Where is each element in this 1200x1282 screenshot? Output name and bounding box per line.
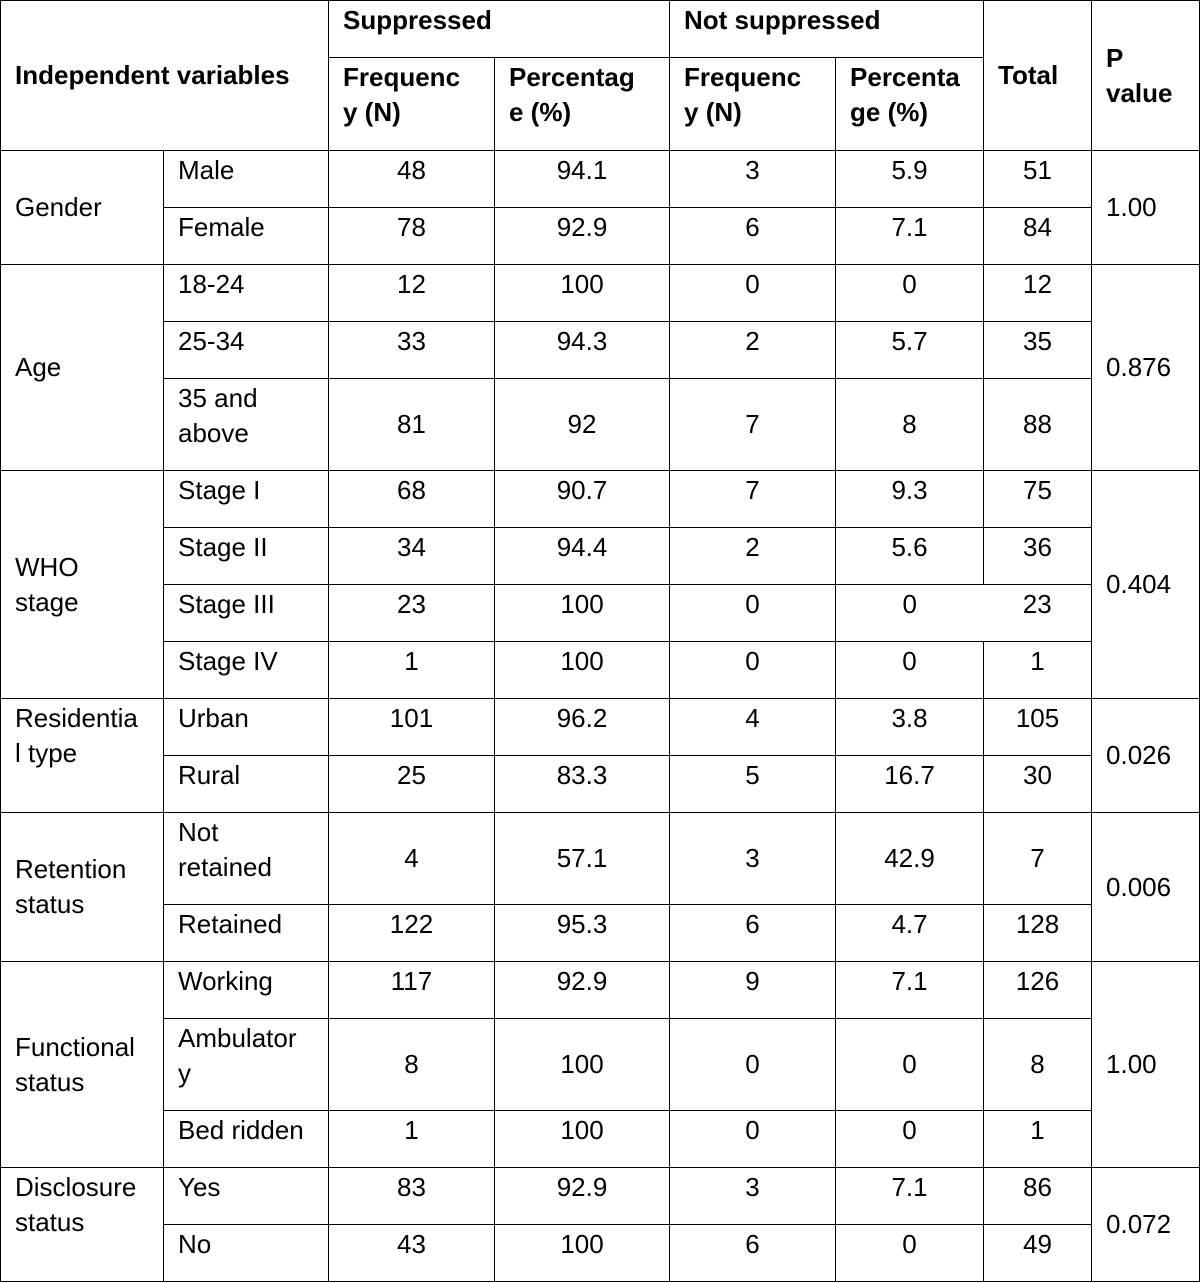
suppressed-percentage: 100 — [495, 265, 670, 322]
not-suppressed-percentage: 0 — [836, 1111, 984, 1168]
total-value: 30 — [984, 756, 1092, 813]
not-suppressed-percentage: 42.9 — [836, 813, 984, 905]
not-suppressed-percentage: 5.6 — [836, 528, 984, 585]
suppressed-frequency: 122 — [329, 905, 495, 962]
table-row — [1, 962, 1200, 1019]
group-label-gender: Gender — [1, 151, 164, 265]
suppressed-percentage: 100 — [495, 1019, 670, 1111]
not-suppressed-frequency: 5 — [670, 756, 836, 813]
not-suppressed-percentage: 0 — [836, 1019, 984, 1111]
total-value: 35 — [984, 322, 1092, 379]
not-suppressed-frequency: 4 — [670, 699, 836, 756]
row-label: Yes — [164, 1168, 329, 1225]
not-suppressed-percentage: 8 — [836, 379, 984, 471]
not-suppressed-frequency: 3 — [670, 1168, 836, 1225]
not-suppressed-frequency: 2 — [670, 322, 836, 379]
total-value: 7 — [984, 813, 1092, 905]
row-label: Rural — [164, 756, 329, 813]
header-suppressed-percentage: Percentag e (%) — [495, 58, 670, 151]
table-row — [1, 1168, 1200, 1225]
suppressed-percentage: 92.9 — [495, 962, 670, 1019]
suppressed-frequency: 23 — [329, 585, 495, 642]
suppressed-percentage: 100 — [495, 1111, 670, 1168]
suppressed-frequency: 101 — [329, 699, 495, 756]
table-row — [1, 151, 1200, 208]
not-suppressed-frequency: 6 — [670, 905, 836, 962]
not-suppressed-frequency: 0 — [670, 265, 836, 322]
row-label: Stage II — [164, 528, 329, 585]
not-suppressed-percentage: 0 — [836, 585, 984, 642]
p-value-gender: 1.00 — [1092, 151, 1200, 265]
table-row — [1, 1225, 1200, 1282]
not-suppressed-percentage: 0 — [836, 642, 984, 699]
total-value: 86 — [984, 1168, 1092, 1225]
suppressed-frequency: 1 — [329, 642, 495, 699]
suppressed-percentage: 100 — [495, 1225, 670, 1282]
suppressed-percentage: 90.7 — [495, 471, 670, 528]
suppressed-frequency: 81 — [329, 379, 495, 471]
not-suppressed-frequency: 7 — [670, 471, 836, 528]
suppressed-frequency: 83 — [329, 1168, 495, 1225]
row-label: 35 and above — [164, 379, 329, 471]
header-not-suppressed-percentage: Percenta ge (%) — [836, 58, 984, 151]
group-label-disclosure-status: Disclosure status — [1, 1168, 164, 1282]
not-suppressed-percentage: 7.1 — [836, 1168, 984, 1225]
not-suppressed-frequency: 9 — [670, 962, 836, 1019]
suppressed-frequency: 43 — [329, 1225, 495, 1282]
table-row — [1, 1019, 1200, 1111]
p-value-retention-status: 0.006 — [1092, 813, 1200, 962]
suppressed-frequency: 68 — [329, 471, 495, 528]
not-suppressed-percentage: 4.7 — [836, 905, 984, 962]
not-suppressed-percentage: 0 — [836, 265, 984, 322]
total-value: 84 — [984, 208, 1092, 265]
table-row — [1, 322, 1200, 379]
suppressed-frequency: 12 — [329, 265, 495, 322]
table-row — [1, 471, 1200, 528]
row-label: Not retained — [164, 813, 329, 905]
suppressed-percentage: 100 — [495, 585, 670, 642]
suppressed-frequency: 25 — [329, 756, 495, 813]
table-row — [1, 699, 1200, 756]
header-suppressed: Suppressed — [329, 1, 670, 58]
suppressed-percentage: 83.3 — [495, 756, 670, 813]
row-label: Stage III — [164, 585, 329, 642]
suppressed-percentage: 92 — [495, 379, 670, 471]
group-label-age: Age — [1, 265, 164, 471]
total-value: 51 — [984, 151, 1092, 208]
table-row — [1, 208, 1200, 265]
p-value-residential-type: 0.026 — [1092, 699, 1200, 813]
not-suppressed-frequency: 6 — [670, 1225, 836, 1282]
header-independent-variables: Independent variables — [1, 1, 329, 151]
total-value: 8 — [984, 1019, 1092, 1111]
table-row — [1, 642, 1200, 699]
suppressed-frequency: 34 — [329, 528, 495, 585]
total-value: 12 — [984, 265, 1092, 322]
row-label: Bed ridden — [164, 1111, 329, 1168]
not-suppressed-frequency: 3 — [670, 151, 836, 208]
not-suppressed-percentage: 3.8 — [836, 699, 984, 756]
total-value: 23 — [984, 585, 1092, 642]
row-label: Retained — [164, 905, 329, 962]
suppressed-frequency: 78 — [329, 208, 495, 265]
table-row — [1, 265, 1200, 322]
header-suppressed-frequency: Frequenc y (N) — [329, 58, 495, 151]
suppressed-percentage: 95.3 — [495, 905, 670, 962]
row-label: Stage I — [164, 471, 329, 528]
table-row — [1, 379, 1200, 471]
row-label: No — [164, 1225, 329, 1282]
row-label: Stage IV — [164, 642, 329, 699]
suppressed-frequency: 4 — [329, 813, 495, 905]
header-not-suppressed-frequency: Frequenc y (N) — [670, 58, 836, 151]
suppressed-frequency: 8 — [329, 1019, 495, 1111]
suppressed-percentage: 94.1 — [495, 151, 670, 208]
p-value-age: 0.876 — [1092, 265, 1200, 471]
p-value-who-stage: 0.404 — [1092, 471, 1200, 699]
suppressed-percentage: 57.1 — [495, 813, 670, 905]
not-suppressed-percentage: 0 — [836, 1225, 984, 1282]
not-suppressed-frequency: 0 — [670, 1111, 836, 1168]
not-suppressed-frequency: 0 — [670, 585, 836, 642]
total-value: 49 — [984, 1225, 1092, 1282]
table-row — [1, 1111, 1200, 1168]
suppressed-percentage: 100 — [495, 642, 670, 699]
total-value: 88 — [984, 379, 1092, 471]
not-suppressed-percentage: 5.7 — [836, 322, 984, 379]
not-suppressed-percentage: 7.1 — [836, 208, 984, 265]
total-value: 36 — [984, 528, 1092, 585]
suppressed-frequency: 1 — [329, 1111, 495, 1168]
row-label: 25-34 — [164, 322, 329, 379]
header-total: Total — [984, 1, 1092, 151]
suppressed-frequency: 117 — [329, 962, 495, 1019]
row-label: Working — [164, 962, 329, 1019]
group-label-who-stage: WHO stage — [1, 471, 164, 699]
table-row — [1, 528, 1200, 585]
not-suppressed-frequency: 6 — [670, 208, 836, 265]
not-suppressed-frequency: 0 — [670, 1019, 836, 1111]
not-suppressed-percentage: 5.9 — [836, 151, 984, 208]
table-row — [1, 905, 1200, 962]
suppressed-percentage: 94.4 — [495, 528, 670, 585]
suppressed-percentage: 92.9 — [495, 208, 670, 265]
suppressed-percentage: 96.2 — [495, 699, 670, 756]
row-label: Ambulator y — [164, 1019, 329, 1111]
not-suppressed-percentage: 16.7 — [836, 756, 984, 813]
suppressed-percentage: 92.9 — [495, 1168, 670, 1225]
not-suppressed-percentage: 9.3 — [836, 471, 984, 528]
header-p-value: P value — [1092, 1, 1200, 151]
table-row — [1, 756, 1200, 813]
total-value: 1 — [984, 1111, 1092, 1168]
group-label-residential-type: Residentia l type — [1, 699, 164, 813]
table-row — [1, 813, 1200, 905]
total-value: 126 — [984, 962, 1092, 1019]
p-value-disclosure-status: 0.072 — [1092, 1168, 1200, 1282]
total-value: 105 — [984, 699, 1092, 756]
not-suppressed-frequency: 2 — [670, 528, 836, 585]
total-value: 1 — [984, 642, 1092, 699]
suppressed-frequency: 33 — [329, 322, 495, 379]
row-label: Male — [164, 151, 329, 208]
total-value: 75 — [984, 471, 1092, 528]
group-label-functional-status: Functional status — [1, 962, 164, 1168]
not-suppressed-frequency: 7 — [670, 379, 836, 471]
p-value-functional-status: 1.00 — [1092, 962, 1200, 1168]
suppressed-percentage: 94.3 — [495, 322, 670, 379]
not-suppressed-percentage: 7.1 — [836, 962, 984, 1019]
not-suppressed-frequency: 3 — [670, 813, 836, 905]
suppressed-frequency: 48 — [329, 151, 495, 208]
header-not-suppressed: Not suppressed — [670, 1, 984, 58]
row-label: 18-24 — [164, 265, 329, 322]
total-value: 128 — [984, 905, 1092, 962]
row-label: Urban — [164, 699, 329, 756]
group-label-retention-status: Retention status — [1, 813, 164, 962]
table-row — [1, 585, 1200, 642]
row-label: Female — [164, 208, 329, 265]
not-suppressed-frequency: 0 — [670, 642, 836, 699]
